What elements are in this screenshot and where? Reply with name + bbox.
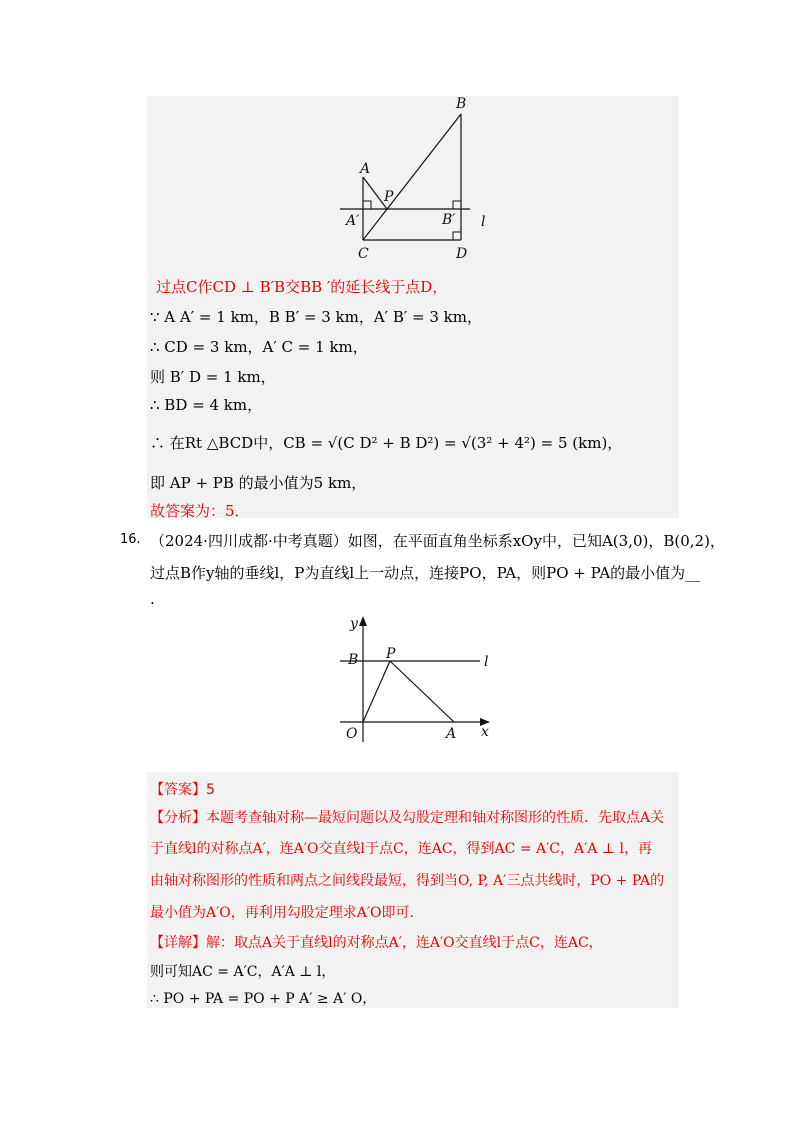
label-x: x <box>481 724 489 740</box>
coordinate-figure-2 <box>0 612 800 752</box>
analysis-line-3: 由轴对称图形的性质和两点之间线段最短，得到当O, P, A′三点共线时，PO + PA的 <box>150 873 665 889</box>
solution1-line-8: 故答案为：5． <box>150 502 250 520</box>
label-B: B <box>348 652 359 668</box>
question-number: 16. <box>120 532 141 547</box>
segment-PO <box>363 661 390 722</box>
question-line-2: 过点B作y轴的垂线l，P为直线l上一动点，连接PO，PA，则PO + PA的最小值为__ <box>150 564 701 582</box>
label-l: l <box>481 214 486 230</box>
detail-line-2: 则可知AC = A′C，A′A ⊥ l， <box>150 964 336 980</box>
solution1-line-7: 即 AP + PB 的最小值为5 km， <box>150 474 367 492</box>
solution1-line-4: 则 B′ D = 1 km， <box>150 368 276 386</box>
answer-line: 【答案】5 <box>150 782 215 798</box>
label-l: l <box>484 654 489 670</box>
right-angle-mark-D <box>453 232 461 240</box>
solution1-line-3: ∴ CD = 3 km，A′ C = 1 km， <box>150 338 368 356</box>
label-y: y <box>350 616 358 632</box>
analysis-line-4: 最小值为A′O，再利用勾股定理求A′O即可． <box>150 905 424 921</box>
label-A: A <box>360 161 371 177</box>
right-angle-mark-A-prime <box>363 201 371 209</box>
solution1-line-5: ∴ BD = 4 km， <box>150 396 263 414</box>
label-C: C <box>358 246 369 262</box>
right-angle-mark-B-prime <box>453 201 461 209</box>
solution1-line-2: ∵ A A′ = 1 km，B B′ = 3 km，A′ B′ = 3 km， <box>150 308 482 326</box>
analysis-line-2: 于直线l的对称点A′，连A′O交直线l于点C，连AC，得到AC = A′C，A′A ⊥ l，再 <box>150 841 652 857</box>
label-A-prime: A′ <box>346 213 360 229</box>
analysis-line-1: 【分析】本题考查轴对称—最短问题以及勾股定理和轴对称图形的性质．先取点A关 <box>150 810 665 826</box>
label-P: P <box>384 189 394 205</box>
label-O: O <box>346 726 358 742</box>
question-line-3: . <box>150 590 155 608</box>
label-A: A <box>446 726 457 742</box>
detail-line-3: ∴ PO + PA = PO + P A′ ≥ A′ O， <box>150 991 377 1007</box>
segment-PA <box>390 661 454 722</box>
label-B-prime: B′ <box>442 212 456 228</box>
solution1-line-1: 过点C作CD ⊥ B′B交BB ′的延长线于点D， <box>156 278 448 296</box>
y-axis-arrow <box>359 616 367 626</box>
label-D: D <box>456 246 468 262</box>
solution1-line-6: ∴ 在Rt △BCD中，CB = √(C D² + B D²) = √(3² + 4²) = 5 (km)， <box>150 434 623 452</box>
detail-line-1: 【详解】解：取点A关于直线l的对称点A′，连A′O交直线l于点C，连AC， <box>150 935 603 951</box>
label-B: B <box>456 96 467 112</box>
question-line-1: （2024·四川成都·中考真题）如图，在平面直角坐标系xOy中，已知A(3,0)，B(0,2)， <box>150 532 725 550</box>
label-P: P <box>386 646 396 662</box>
